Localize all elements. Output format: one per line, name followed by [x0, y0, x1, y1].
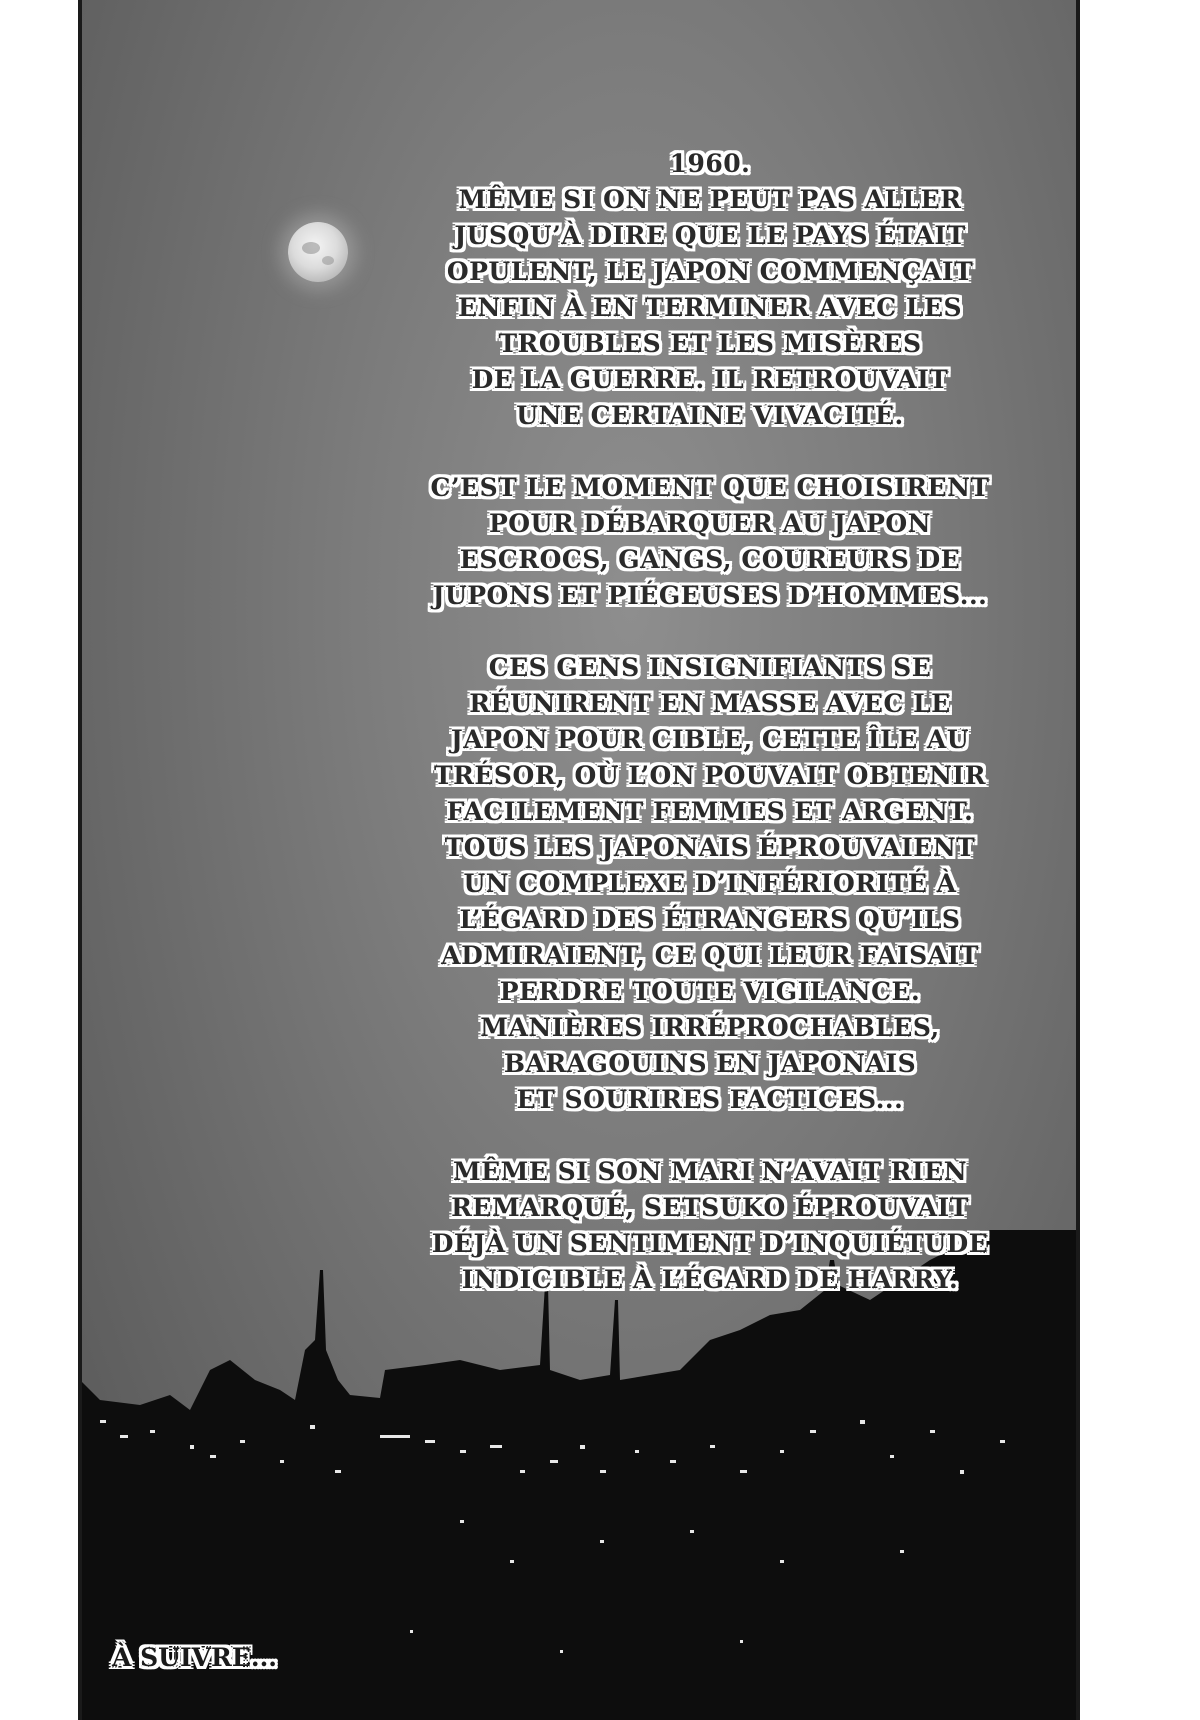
narration-line: JAPON POUR CIBLE, CETTE ÎLE AU: [450, 725, 970, 754]
narration-line: TOUS LES JAPONAIS ÉPROUVAIENT: [444, 833, 976, 862]
narration-line: MÊME SI SON MARI N’AVAIT RIEN: [452, 1157, 968, 1186]
narration-line: PERDRE TOUTE VIGILANCE.: [499, 977, 921, 1006]
narration-line: ESCROCS, GANGS, COUREURS DE: [459, 545, 961, 574]
narration-line: INDICIBLE À L’ÉGARD DE HARRY.: [461, 1265, 959, 1294]
narration-line: BARAGOUINS EN JAPONAIS: [503, 1049, 917, 1078]
narration-line: MANIÈRES IRRÉPROCHABLES,: [480, 1013, 940, 1042]
moon-icon: [288, 222, 348, 282]
to-be-continued-caption: À SUIVRE...: [112, 1643, 277, 1672]
narration-text-block: [380, 146, 1040, 1334]
narration-line: TROUBLES ET LES MISÈRES: [498, 329, 922, 358]
narration-line: DE LA GUERRE. IL RETROUVAIT: [471, 365, 949, 394]
narration-line: MÊME SI ON NE PEUT PAS ALLER: [458, 185, 962, 214]
narration-line: OPULENT, LE JAPON COMMENÇAIT: [446, 257, 974, 286]
narration-line: DÉJÀ UN SENTIMENT D’INQUIÉTUDE: [431, 1229, 989, 1258]
narration-line: JUPONS ET PIÉGEUSES D’HOMMES...: [432, 581, 988, 610]
narration-line: ET SOURIRES FACTICES...: [516, 1085, 904, 1114]
narration-line: UNE CERTAINE VIVACITÉ.: [516, 401, 904, 430]
panel-border-left: [78, 0, 82, 1720]
narration-line: ADMIRAIENT, CE QUI LEUR FAISAIT: [441, 941, 979, 970]
narration-line: REMARQUÉ, SETSUKO ÉPROUVAIT: [451, 1193, 969, 1222]
narration-line: C’EST LE MOMENT QUE CHOISIRENT: [430, 473, 990, 502]
narration-line: L’ÉGARD DES ÉTRANGERS QU’ILS: [459, 905, 961, 934]
narration-line: 1960.: [669, 149, 751, 178]
narration-paragraph-2: [380, 470, 1040, 614]
narration-paragraph-4: [380, 1154, 1040, 1298]
narration-paragraph-3: [380, 650, 1040, 1118]
narration-line: RÉUNIRENT EN MASSE AVEC LE: [469, 689, 951, 718]
panel-border-right: [1076, 0, 1080, 1720]
narration-line: POUR DÉBARQUER AU JAPON: [488, 509, 932, 538]
narration-line: JUSQU’À DIRE QUE LE PAYS ÉTAIT: [454, 221, 966, 250]
narration-line: TRÉSOR, OÙ L’ON POUVAIT OBTENIR: [434, 761, 986, 790]
narration-line: UN COMPLEXE D’INFÉRIORITÉ À: [463, 869, 957, 898]
narration-line: ENFIN À EN TERMINER AVEC LES: [457, 293, 963, 322]
narration-line: FACILEMENT FEMMES ET ARGENT.: [446, 797, 974, 826]
narration-paragraph-1: [380, 146, 1040, 434]
narration-line: CES GENS INSIGNIFIANTS SE: [488, 653, 932, 682]
